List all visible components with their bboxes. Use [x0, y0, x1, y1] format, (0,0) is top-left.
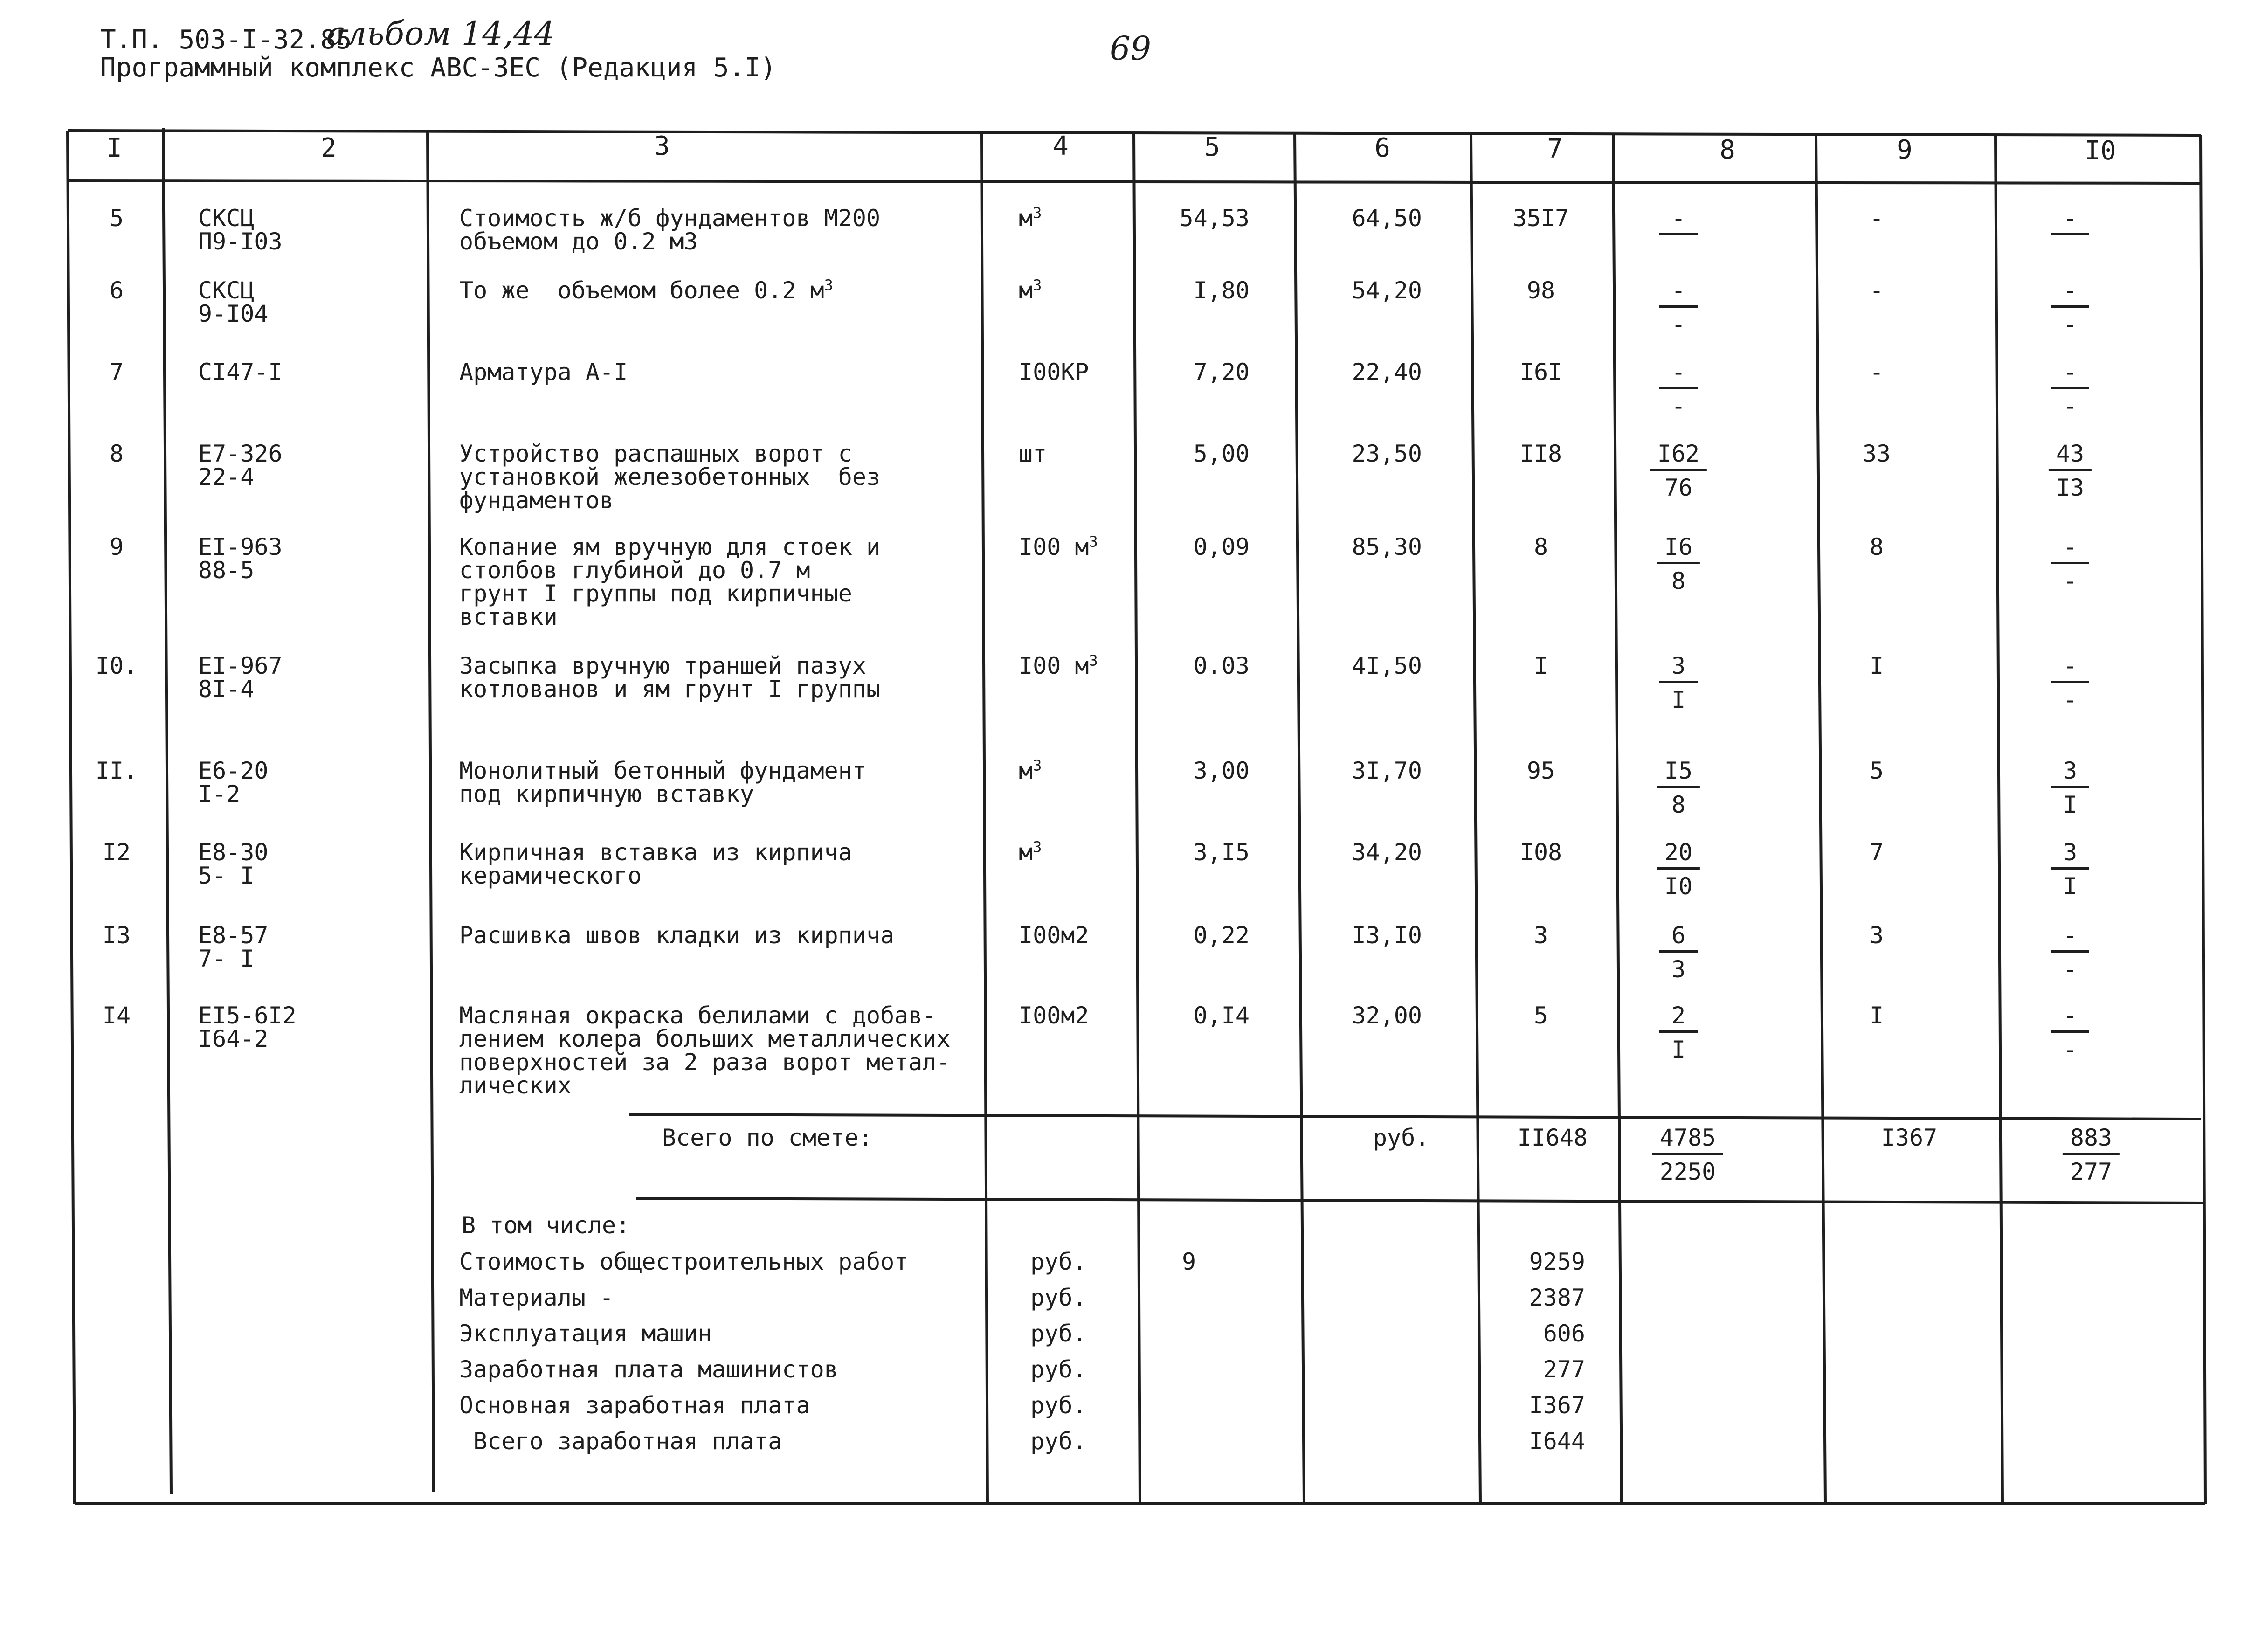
- row-col8-value-top: 3: [1659, 653, 1698, 683]
- breakdown-col5: 9: [1182, 1248, 1196, 1275]
- row-col10-value: [2051, 653, 2089, 713]
- row-unit: $м^3$: [1019, 838, 1042, 866]
- row-number: 9: [109, 533, 124, 560]
- row-col10-value: [2051, 359, 2089, 419]
- row-col8-value: [1659, 205, 1698, 239]
- row-description-line: Стоимость ж/б фундаментов М200: [459, 205, 881, 232]
- row-description-line: Расшивка швов кладки из кирпича: [459, 922, 895, 949]
- row-description-line: Копание ям вручную для стоек и: [459, 533, 881, 560]
- row-number: I2: [102, 839, 131, 866]
- row-unit-price: 22,40: [1352, 359, 1422, 386]
- row-col10-value-top: 3: [2051, 758, 2089, 788]
- row-col8-value-bottom: -: [1671, 393, 1686, 420]
- row-description-line: То же объемом более 0.2 $м^3$: [459, 276, 833, 304]
- row-description-line: грунт I группы под кирпичные: [459, 580, 852, 607]
- row-col10-value-bottom: -: [2063, 567, 2078, 594]
- row-unit-price: 85,30: [1352, 533, 1422, 560]
- row-col10-value-bottom: I: [2063, 873, 2078, 900]
- row-col10-value: [2051, 1002, 2089, 1063]
- row-col9-value: I: [1869, 1002, 1884, 1029]
- breakdown-label: Всего заработная плата: [459, 1428, 782, 1455]
- summary-col10: [2063, 1125, 2120, 1185]
- row-col10-value-bottom: -: [2063, 1036, 2078, 1063]
- row-col8-value-top: I5: [1657, 758, 1700, 788]
- row-col9-value: -: [1869, 277, 1884, 304]
- row-code-line: Е8-30: [198, 839, 269, 866]
- breakdown-unit: руб.: [1030, 1320, 1087, 1347]
- row-code-line: 22-4: [198, 463, 255, 491]
- breakdown-unit: руб.: [1030, 1284, 1087, 1311]
- unit-exponent: 3: [824, 276, 833, 294]
- breakdown-value: 9259: [1529, 1248, 1585, 1275]
- row-total-cost: I6I: [1519, 359, 1562, 386]
- row-col8-value: [1657, 839, 1700, 899]
- row-col8-value: [1650, 441, 1707, 501]
- row-col9-value: 33: [1862, 440, 1891, 467]
- row-quantity: 5,00: [1193, 440, 1250, 467]
- row-col8-value-top: -: [1659, 205, 1698, 235]
- row-code-line: Е8-57: [198, 922, 269, 949]
- row-col8-value: [1659, 653, 1698, 713]
- row-col10-value-bottom: -: [2063, 686, 2078, 713]
- row-unit-price: 23,50: [1352, 440, 1422, 467]
- row-col8-value-top: 6: [1659, 922, 1698, 953]
- row-unit: $м^3$: [1019, 204, 1042, 232]
- row-col10-value-top: 3: [2051, 839, 2089, 870]
- row-number: I3: [102, 922, 131, 949]
- row-unit-price: I3,I0: [1352, 922, 1422, 949]
- summary-col8-bottom: 2250: [1659, 1158, 1716, 1185]
- unit-exponent: 3: [1033, 838, 1042, 856]
- row-description-line: вставки: [459, 603, 558, 630]
- row-col8-value-top: -: [1659, 277, 1698, 308]
- breakdown-unit: руб.: [1030, 1356, 1087, 1383]
- row-col8-value-bottom: 8: [1671, 567, 1686, 594]
- row-quantity: 0.03: [1193, 652, 1250, 679]
- summary-col8: [1652, 1125, 1723, 1185]
- row-col8-value-top: -: [1659, 359, 1698, 389]
- row-col9-value: 5: [1869, 757, 1884, 784]
- row-total-cost: 95: [1526, 757, 1555, 784]
- row-number: 6: [109, 277, 124, 304]
- row-description-line: под кирпичную вставку: [459, 781, 754, 808]
- row-col8-value: [1657, 758, 1700, 818]
- breakdown-label: Материалы -: [459, 1284, 614, 1311]
- row-col8-value-top: I6: [1657, 534, 1700, 564]
- document-subtitle: Программный комплекс АВС-ЗЕС (Редакция 5.I): [100, 53, 776, 83]
- row-unit: I00КР: [1019, 359, 1089, 386]
- row-col8-value-top: 2: [1659, 1002, 1698, 1033]
- row-col10-value-bottom: -: [2063, 393, 2078, 420]
- row-col10-value: [2051, 758, 2089, 818]
- row-code-line: СКСЦ: [198, 205, 255, 232]
- row-code-line: 9-I04: [198, 300, 269, 327]
- row-description-line: поверхностей за 2 раза ворот метал-: [459, 1049, 951, 1076]
- row-description-line: лических: [459, 1072, 572, 1099]
- row-code-line: П9-I03: [198, 228, 283, 255]
- column-header: 6: [1374, 133, 1390, 163]
- row-col10-value-bottom: I: [2063, 791, 2078, 818]
- row-unit-price: 4I,50: [1352, 652, 1422, 679]
- row-description-line: Устройство распашных ворот с: [459, 440, 852, 467]
- page-number: 69: [1110, 29, 1152, 68]
- row-code-line: СКСЦ: [198, 277, 255, 304]
- row-code-line: 5- I: [198, 862, 255, 889]
- row-quantity: 0,22: [1193, 922, 1250, 949]
- row-number: I4: [102, 1002, 131, 1029]
- row-col10-value-top: -: [2051, 1002, 2089, 1033]
- summary-label: Всего по смете:: [662, 1124, 873, 1151]
- row-code-line: 88-5: [198, 557, 255, 584]
- breakdown-unit: руб.: [1030, 1392, 1087, 1419]
- row-description-line: Монолитный бетонный фундамент: [459, 757, 866, 784]
- row-description-line: керамического: [459, 862, 642, 889]
- summary-col10-top: 883: [2063, 1125, 2120, 1155]
- row-col8-value-bottom: 3: [1671, 956, 1686, 983]
- row-code-line: CI47-I: [198, 359, 283, 386]
- row-quantity: 3,00: [1193, 757, 1250, 784]
- row-col10-value-top: -: [2051, 534, 2089, 564]
- row-col8-value: [1659, 922, 1698, 982]
- row-description-line: лением колера больших металлических: [459, 1025, 951, 1052]
- row-col10-value-top: -: [2051, 359, 2089, 389]
- column-header: 3: [654, 131, 670, 161]
- row-description-line: Кирпичная вставка из кирпича: [459, 839, 852, 866]
- row-col8-value-bottom: 76: [1664, 474, 1693, 501]
- unit-exponent: 3: [1033, 276, 1042, 294]
- summary-col9: I367: [1881, 1124, 1938, 1151]
- summary-col8-top: 4785: [1652, 1125, 1723, 1155]
- column-header: 9: [1897, 135, 1913, 165]
- row-col10-value-bottom: I3: [2056, 474, 2085, 501]
- row-description-line: Масляная окраска белилами с добав-: [459, 1002, 937, 1029]
- row-number: II.: [95, 757, 138, 784]
- row-code-line: Е7-326: [198, 440, 283, 467]
- row-total-cost: 8: [1533, 533, 1548, 560]
- row-total-cost: 35I7: [1512, 205, 1569, 232]
- column-header: 2: [321, 133, 337, 163]
- row-number: I0.: [95, 652, 138, 679]
- row-unit: I00м2: [1019, 1002, 1089, 1029]
- row-col10-value-top: -: [2051, 277, 2089, 308]
- row-quantity: 3,I5: [1193, 839, 1250, 866]
- row-unit-price: 54,20: [1352, 277, 1422, 304]
- row-description-line: столбов глубиной до 0.7 м: [459, 557, 810, 584]
- unit-exponent: 3: [1033, 756, 1042, 774]
- row-description-line: Засыпка вручную траншей пазух: [459, 652, 866, 679]
- row-code-line: I-2: [198, 781, 241, 808]
- row-col10-value-bottom: -: [2063, 311, 2078, 338]
- row-description-line: установкой железобетонных без: [459, 463, 881, 491]
- row-unit-price: 64,50: [1352, 205, 1422, 232]
- row-col10-value-top: 43: [2049, 441, 2092, 471]
- row-col10-value-bottom: -: [2063, 956, 2078, 983]
- row-col10-value: [2051, 922, 2089, 982]
- row-quantity: 0,09: [1193, 533, 1250, 560]
- breakdown-value: 277: [1543, 1356, 1585, 1383]
- handwritten-album-note: альбом 14,44: [326, 14, 555, 53]
- breakdown-value: 606: [1543, 1320, 1585, 1347]
- row-col9-value: -: [1869, 205, 1884, 232]
- row-unit-price: 34,20: [1352, 839, 1422, 866]
- row-col10-value: [2051, 277, 2089, 338]
- breakdown-title: В том числе:: [462, 1212, 630, 1239]
- breakdown-value: I367: [1529, 1392, 1585, 1419]
- row-unit-price: 32,00: [1352, 1002, 1422, 1029]
- row-description-line: объемом до 0.2 м3: [459, 228, 698, 255]
- row-unit: шт: [1019, 440, 1047, 467]
- row-unit: I00м2: [1019, 922, 1089, 949]
- row-number: 7: [109, 359, 124, 386]
- row-code-line: ЕI-963: [198, 533, 283, 560]
- breakdown-unit: руб.: [1030, 1248, 1087, 1275]
- breakdown-label: Основная заработная плата: [459, 1392, 810, 1419]
- row-code-line: ЕI5-6I2: [198, 1002, 297, 1029]
- column-header: 5: [1204, 132, 1220, 162]
- row-quantity: 7,20: [1193, 359, 1250, 386]
- row-col10-value: [2051, 839, 2089, 899]
- row-col10-value: [2051, 205, 2089, 239]
- row-total-cost: 3: [1533, 922, 1548, 949]
- row-code-line: 7- I: [198, 945, 255, 972]
- row-col8-value-bottom: I0: [1664, 873, 1693, 900]
- row-col8-value-top: I62: [1650, 441, 1707, 471]
- unit-exponent: 3: [1089, 651, 1098, 670]
- unit-exponent: 3: [1033, 204, 1042, 222]
- row-total-cost: I: [1533, 652, 1548, 679]
- column-header: 8: [1719, 135, 1735, 165]
- row-col8-value: [1657, 534, 1700, 594]
- row-number: 5: [109, 205, 124, 232]
- row-col10-value: [2049, 441, 2092, 501]
- row-total-cost: 98: [1526, 277, 1555, 304]
- row-total-cost: I08: [1519, 839, 1562, 866]
- row-description-line: котлованов и ям грунт I группы: [459, 676, 881, 703]
- summary-col10-bottom: 277: [2070, 1158, 2113, 1185]
- row-number: 8: [109, 440, 124, 467]
- row-col9-value: I: [1869, 652, 1884, 679]
- row-quantity: 54,53: [1179, 205, 1250, 232]
- doc-code: Т.П. 503-I-32.85: [100, 25, 352, 55]
- summary-total: II648: [1517, 1124, 1588, 1151]
- breakdown-value: 2387: [1529, 1284, 1585, 1311]
- row-col8-value-bottom: -: [1671, 311, 1686, 338]
- row-col8-value-bottom: I: [1671, 1036, 1686, 1063]
- row-col9-value: 3: [1869, 922, 1884, 949]
- row-col8-value: [1659, 359, 1698, 419]
- row-col10-value-top: -: [2051, 922, 2089, 953]
- row-unit: $м^3$: [1019, 276, 1042, 304]
- breakdown-label: Стоимость общестроительных работ: [459, 1248, 909, 1275]
- breakdown-label: Эксплуатация машин: [459, 1320, 712, 1347]
- row-total-cost: 5: [1533, 1002, 1548, 1029]
- row-quantity: 0,I4: [1193, 1002, 1250, 1029]
- row-unit: I00 $м^3$: [1019, 532, 1098, 560]
- row-col9-value: -: [1869, 359, 1884, 386]
- column-header: I: [106, 133, 122, 163]
- row-description-line: Арматура А-I: [459, 359, 628, 386]
- breakdown-unit: руб.: [1030, 1428, 1087, 1455]
- row-col8-value: [1659, 1002, 1698, 1063]
- row-code-line: ЕI-967: [198, 652, 283, 679]
- unit-exponent: 3: [1089, 532, 1098, 551]
- row-description-line: фундаментов: [459, 487, 614, 514]
- row-quantity: I,80: [1193, 277, 1250, 304]
- row-col9-value: 7: [1869, 839, 1884, 866]
- column-header: 7: [1547, 134, 1563, 164]
- row-col9-value: 8: [1869, 533, 1884, 560]
- breakdown-label: Заработная плата машинистов: [459, 1356, 838, 1383]
- row-code-line: I64-2: [198, 1025, 269, 1052]
- row-total-cost: II8: [1519, 440, 1562, 467]
- summary-unit: руб.: [1373, 1124, 1429, 1151]
- row-col10-value-top: -: [2051, 205, 2089, 235]
- row-col8-value-top: 20: [1657, 839, 1700, 870]
- column-header: I0: [2085, 136, 2116, 166]
- row-col8-value-bottom: 8: [1671, 791, 1686, 818]
- row-code-line: Е6-20: [198, 757, 269, 784]
- row-col10-value-top: -: [2051, 653, 2089, 683]
- row-col8-value-bottom: I: [1671, 686, 1686, 713]
- row-code-line: 8I-4: [198, 676, 255, 703]
- row-unit: $м^3$: [1019, 756, 1042, 784]
- row-col8-value: [1659, 277, 1698, 338]
- breakdown-value: I644: [1529, 1428, 1585, 1455]
- row-col10-value: [2051, 534, 2089, 594]
- column-header: 4: [1053, 131, 1069, 161]
- row-unit: I00 $м^3$: [1019, 651, 1098, 679]
- row-unit-price: 3I,70: [1352, 757, 1422, 784]
